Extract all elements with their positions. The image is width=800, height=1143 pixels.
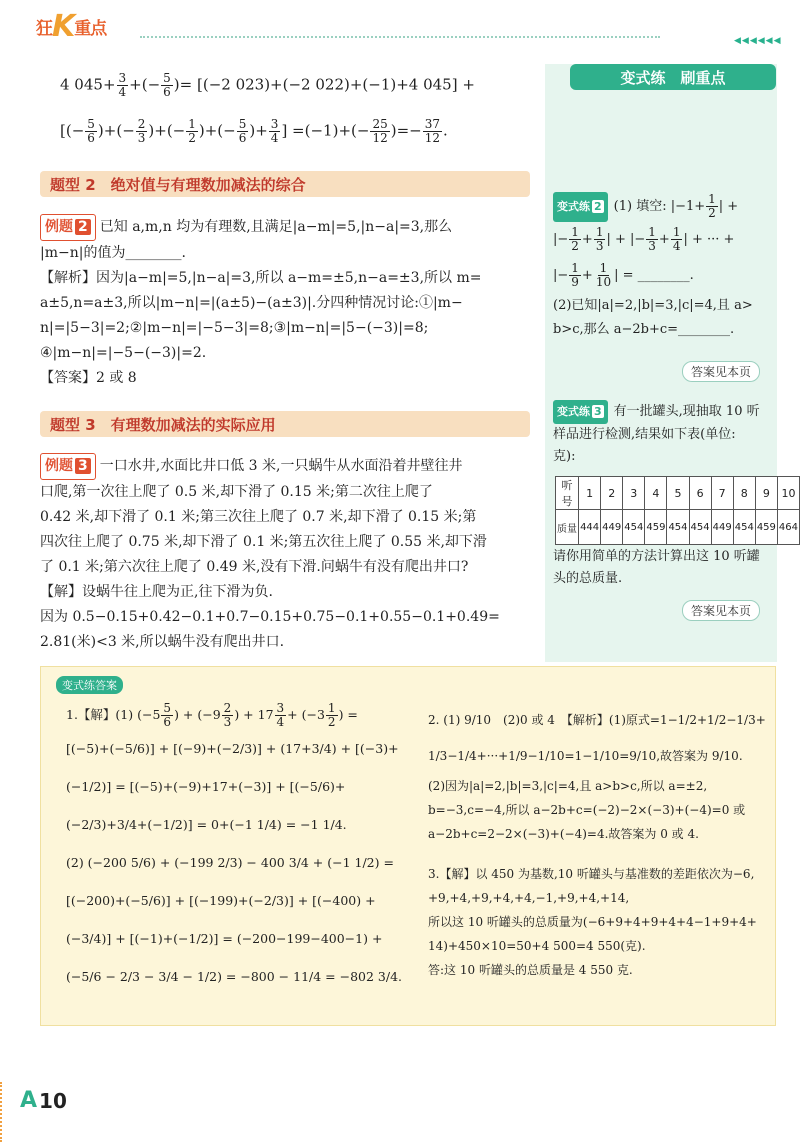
practice-2: 变式练 2 (1) 填空: |−1+ $\frac{1}{2}$ | + |− $\frac{1}{2}$ + $\frac{1}{3}$ | + |− $\frac{1}{3}$ + $\frac{1}{4}$ | + ··· + |− $\frac{1}{9}$ + $\frac{1}{10}$ | = ________. (2)已知|a|=2,|b|=3,|c|=4,且 a> b>c,那么 a−2b+c=________.	[553, 192, 753, 337]
header-divider	[140, 36, 660, 38]
table-cell: 464	[777, 510, 799, 545]
page-number: A 10	[20, 1088, 67, 1113]
see-answer-link-3[interactable]: 答案见本页	[682, 600, 760, 621]
table-cell: 449	[601, 510, 623, 545]
practice-3: 变式练 3 有一批罐头,现抽取 10 听 样品进行检测,结果如下表(单位: 克):	[553, 400, 775, 468]
example-2: 例题 2 已知 a,m,n 均为有理数,且满足|a−m|=5,|n−a|=3,那么 |m−n|的值为________. 【解析】因为|a−m|=5,|n−a|=3,所以 a−m=±5,n−a=±3,所以 m= a±5,n=a±3,所以|m−n|=|(a±5)−(a±3)|.分四种情况讨论:①|m− n|=|5−3|=2;②|m−n|=|−5−3|=8;③|m−n|=|5−(−3)|=8; ④|m−n|=|−5−(−3)|=2. 【答案】2 或 8	[40, 214, 535, 391]
table-cell: 449	[711, 510, 733, 545]
table-cell: 454	[733, 510, 755, 545]
continuation-line-2: [(− $\frac{5}{6}$ )+(− $\frac{2}{3}$ )+(− $\frac{1}{2}$ )+(− $\frac{5}{6}$ )+ $\frac{3}{4}$ ] =(−1)+(− $\frac{25}{12}$ )=− $\frac{37}{12}$ .	[60, 117, 448, 145]
table-cell: 454	[623, 510, 645, 545]
answer-3: 3.【解】以 450 为基数,10 听罐头与基准数的差距依次为−6, +9,+4,+9,+4,+4,−1,+9,+4,+14, 所以这 10 听罐头的总质量为(−6+9+4+9+4+4−1+9+4+ 14)+450×10=50+4 500=4 550(克). 答:这 10 听罐头的总质量是 4 550 克.	[428, 867, 757, 977]
answer-2: 2. (1) 9/10 (2)0 或 4 【解析】(1)原式=1−1/2+1/2−1/3+ 1/3−1/4+···+1/9−1/10=1−1/10=9/10,故答案为 9/10. (2)因为|a|=2,|b|=3,|c|=4,且 a>b>c,所以 a=±2, b=−3,c=−4,所以 a−2b+c=(−2)−2×(−3)+(−4)=0 或 a−2b+c=2−2×(−3)+(−4)=4.故答案为 0 或 4.	[428, 713, 766, 841]
mass-table	[555, 476, 800, 545]
answer-1: 1.【解】(1) (−5 $\frac{5}{6}$ ) + (−9 $\frac{2}{3}$ ) + 17 $\frac{3}{4}$ + (−3 $\frac{1}{2}$ ) = [(−5)+(−5/6)] + [(−9)+(−2/3)] + (17+3/4) + [(−3)+ (−1/2)] = [(−5)+(−9)+17+(−3)] + [(−5/6)+ (−2/3)+3/4+(−1/2)] = 0+(−1 1/4) = −1 1/4. (2) (−200 5/6) + (−199 2/3) − 400 3/4 + (−1 1/2) = [(−200)+(−5/6)] + [(−199)+(−2/3)] + [(−400) + (−3/4)] + [(−1)+(−1/2)] = (−200−199−400−1) + (−5/6 − 2/3 − 3/4 − 1/2) = −800 − 11/4 = −802 3/4.	[66, 701, 403, 984]
practice-3-question: 请你用简单的方法计算出这 10 听罐 头的总质量.	[553, 549, 760, 586]
answers-tag: 变式练答案	[56, 676, 123, 694]
continuation-line-1: 4 045+ $\frac{3}{4}$ +(− $\frac{5}{6}$ )= [(−2 023)+(−2 022)+(−1)+4 045] +	[60, 71, 475, 99]
table-cell: 1	[579, 477, 601, 510]
see-answer-link-2[interactable]: 答案见本页	[682, 361, 760, 382]
example-tag: 例题 3	[40, 453, 96, 480]
example-tag: 例题 2	[40, 214, 96, 241]
practice-tag: 变式练 2	[553, 192, 608, 222]
table-cell: 2	[601, 477, 623, 510]
header-arrows-icon: ◀◀◀◀◀◀	[734, 36, 782, 46]
section-title-type2: 题型 2 绝对值与有理数加减法的综合	[40, 171, 530, 197]
table-cell: 3	[623, 477, 645, 510]
table-cell: 6	[689, 477, 711, 510]
table-cell: 459	[645, 510, 667, 545]
table-header-mass: 质量	[556, 510, 579, 545]
example-3: 例题 3 一口水井,水面比井口低 3 米,一只蜗牛从水面沿着井壁往井 口爬,第一次往上爬了 0.5 米,却下滑了 0.15 米;第二次往上爬了 0.42 米,却下滑了 0.1 米;第三次往上爬了 0.7 米,却下滑了 0.15 米;第 四次往上爬了 0.75 米,却下滑了 0.1 米;第五次往上爬了 0.55 米,却下滑 了 0.1 米;第六次往上爬了 0.49 米,没有下滑.问蜗牛有没有爬出井口? 【解】设蜗牛往上爬为正,往下滑为负. 因为 0.5−0.15+0.42−0.1+0.7−0.15+0.75−0.1+0.55−0.1+0.49= 2.81(米)<3 米,所以蜗牛没有爬出井口.	[40, 453, 535, 655]
practice-sidebar-header: 变式练 刷重点	[570, 64, 776, 90]
table-cell: 454	[667, 510, 689, 545]
table-cell: 459	[755, 510, 777, 545]
table-cell: 5	[667, 477, 689, 510]
section-title-type3: 题型 3 有理数加减法的实际应用	[40, 411, 530, 437]
table-cell: 4	[645, 477, 667, 510]
table-cell: 454	[689, 510, 711, 545]
table-cell: 9	[755, 477, 777, 510]
brand-logo: 狂 K 重点	[36, 8, 107, 44]
table-header-number: 听号	[556, 477, 579, 510]
table-cell: 8	[733, 477, 755, 510]
table-cell: 7	[711, 477, 733, 510]
table-cell: 444	[579, 510, 601, 545]
table-cell: 10	[777, 477, 799, 510]
a-letter-icon: A	[20, 1088, 38, 1113]
practice-tag: 变式练 3	[553, 400, 608, 424]
